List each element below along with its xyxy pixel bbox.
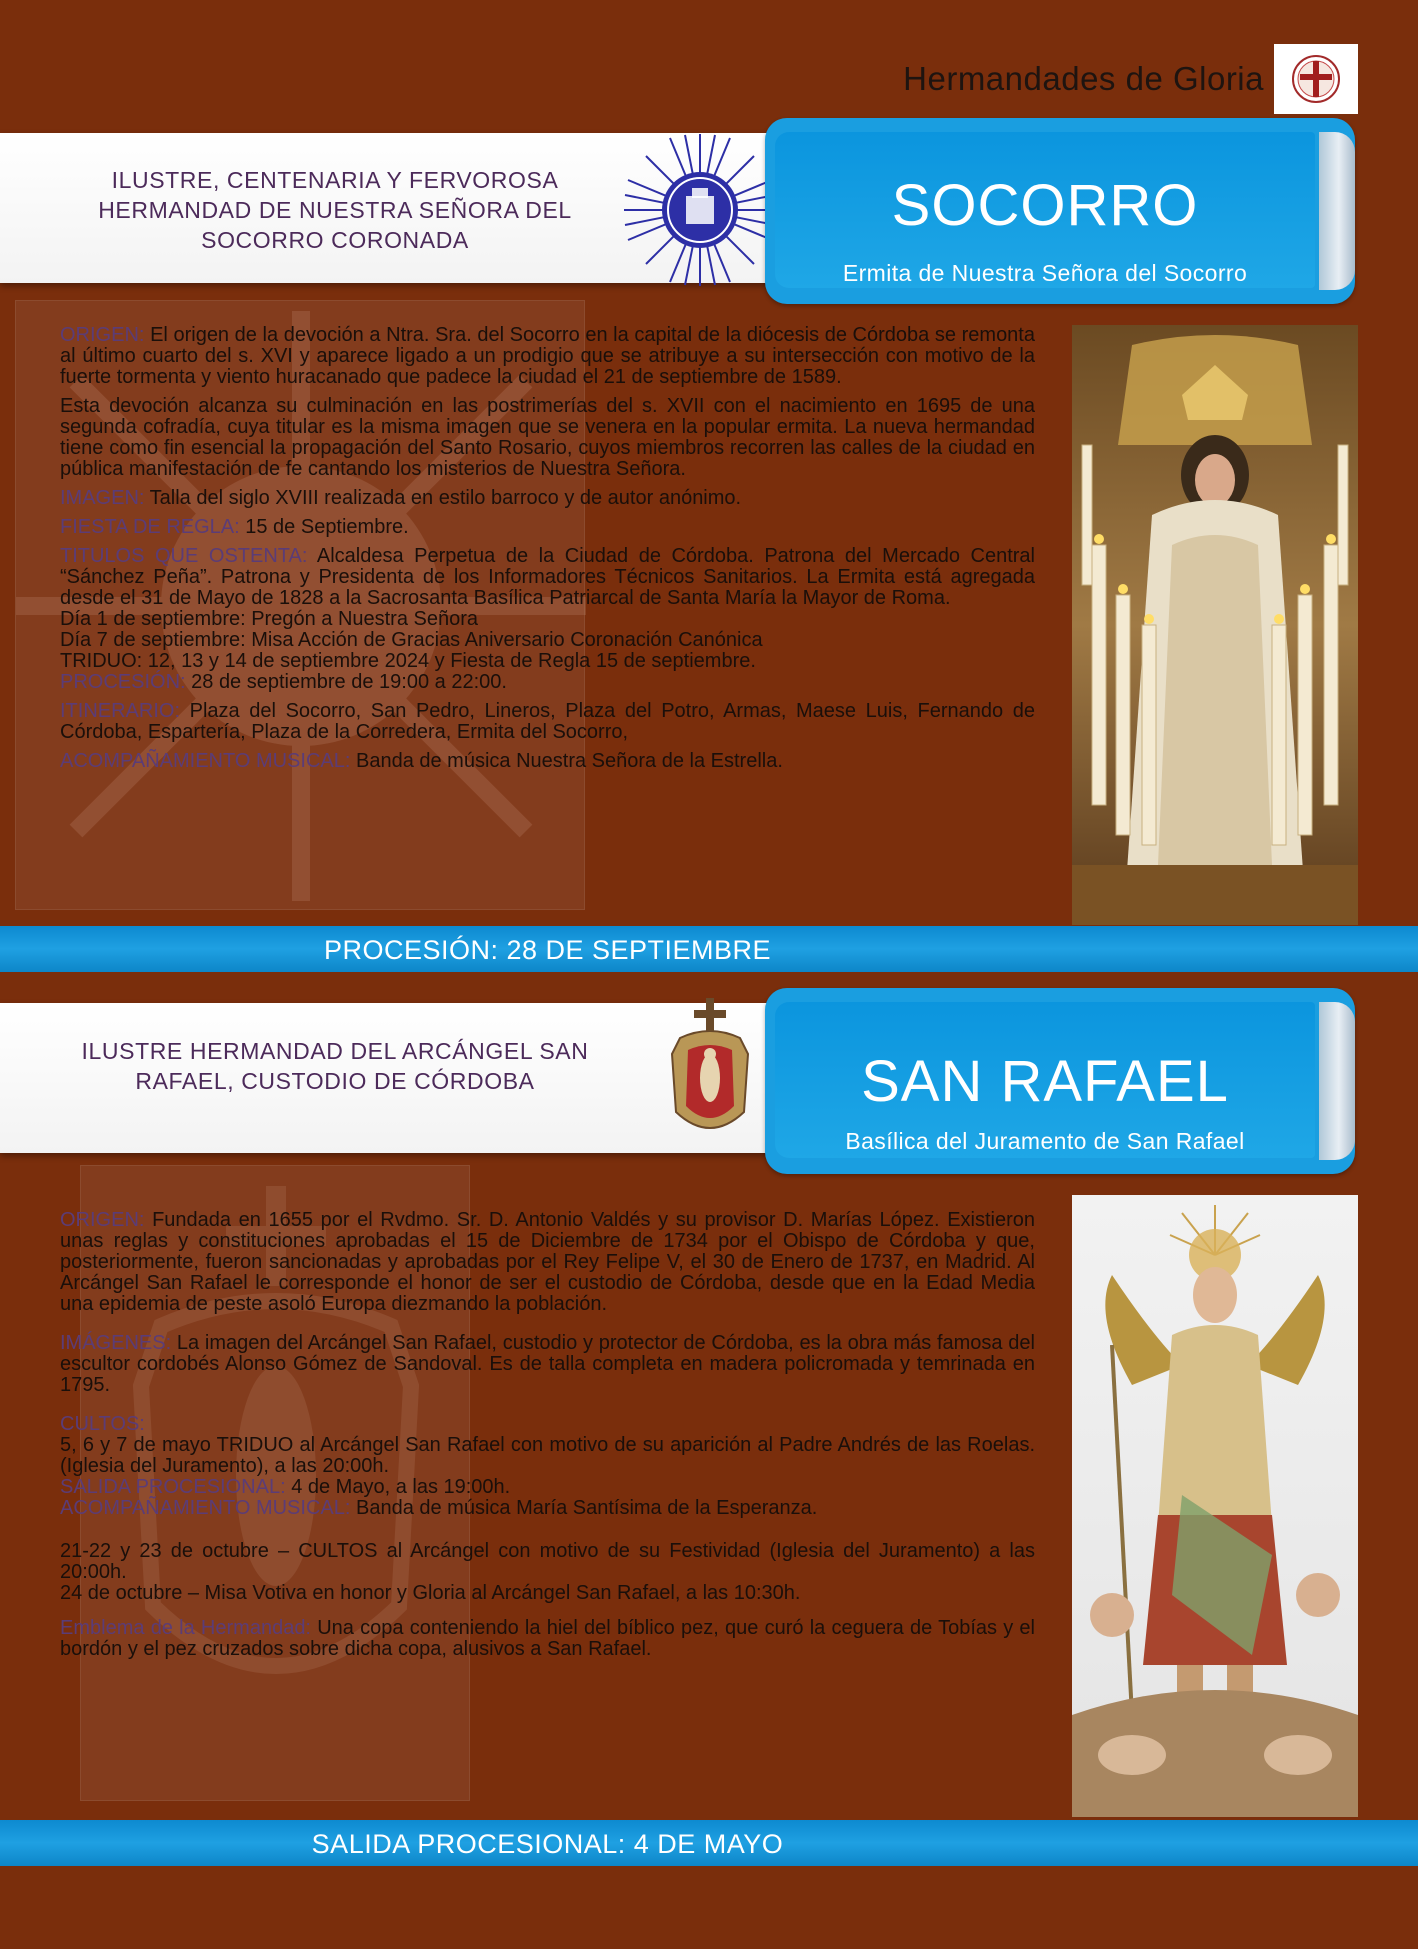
paragraph-label: FIESTA DE REGLA: (60, 516, 240, 538)
paragraph (60, 630, 1035, 651)
paragraph (60, 1618, 1035, 1660)
paragraph-label: ORIGEN: (60, 324, 145, 346)
paragraph (60, 1583, 1035, 1604)
socorro-title: SOCORRO (891, 173, 1199, 238)
paragraph-text: Talla del siglo XVIII realizada en estilo barroco y de autor anónimo. (144, 487, 742, 509)
san-rafael-date-band (0, 1820, 1418, 1866)
paragraph-text: TRIDUO: 12, 13 y 14 de septiembre 2024 y Fiesta de Regla 15 de septiembre. (60, 650, 756, 672)
paragraph-text: Esta devoción alcanza su culminación en las postrimerías del s. XVII con el nacimiento en 1695 de una segunda cofradía, cuya titular es la misma imagen que se venera en la popular ermita. La nueva hermandad tiene como fin esencial la propagación del Santo Rosario, cuyos miembros recorren las calles de la ciudad en pública manifestación de fe cantando los misterios de Nuestra Señora. (60, 395, 1035, 480)
paragraph-text: Banda de música María Santísima de la Esperanza. (350, 1497, 818, 1519)
paragraph (60, 1414, 1035, 1435)
paragraph-text: 4 de Mayo, a las 19:00h. (285, 1476, 511, 1498)
socorro-title-banner (765, 118, 1355, 304)
paragraph-label: ACOMPAÑAMIENTO MUSICAL: (60, 750, 351, 772)
paragraph-label: TITULOS QUE OSTENTA: (60, 545, 308, 567)
brand-header (903, 44, 1358, 114)
paragraph-text: Plaza del Socorro, San Pedro, Lineros, Plaza del Potro, Armas, Maese Luis, Fernando de Córdoba, Espartería, Plaza de la Corredera, Ermita del Socorro, (60, 700, 1035, 743)
socorro-body (60, 325, 1035, 780)
paragraph (60, 1477, 1035, 1498)
san-rafael-subtitle: Basílica del Juramento de San Rafael (845, 1128, 1245, 1154)
san-rafael-header (0, 988, 1418, 1174)
paragraph (60, 396, 1035, 480)
paragraph (60, 1210, 1035, 1315)
paragraph-label: PROCESIÓN: (60, 671, 186, 693)
paragraph-text: 24 de octubre – Misa Votiva en honor y Gloria al Arcángel San Rafael, a las 10:30h. (60, 1582, 801, 1604)
paragraph-text: Día 7 de septiembre: Misa Acción de Gracias Aniversario Coronación Canónica (60, 629, 763, 651)
paragraph-label: CULTOS: (60, 1413, 145, 1435)
paragraph (60, 751, 1035, 772)
paragraph-text: 15 de Septiembre. (239, 516, 409, 538)
paragraph (60, 651, 1035, 672)
paragraph (60, 517, 1035, 538)
paragraph-text: 28 de septiembre de 19:00 a 22:00. (185, 671, 507, 693)
san-rafael-title-banner (765, 988, 1355, 1174)
paragraph-label: ITINERARIO: (60, 700, 181, 722)
paragraph-text: Día 1 de septiembre: Pregón a Nuestra Señora (60, 608, 479, 630)
san-rafael-body (60, 1210, 1035, 1668)
paragraph (60, 609, 1035, 630)
socorro-subtitle: Ermita de Nuestra Señora del Socorro (842, 260, 1248, 286)
paragraph-text: Fundada en 1655 por el Rvdmo. Sr. D. Antonio Valdés y su provisor D. Marías López. Existieron unas reglas y constituciones aprobadas el 15 de Diciembre de 1734 por el Obispo de Córdoba y que, posteriormente, fueron sancionadas y aprobadas por el Rey Felipe V, el 30 de Enero de 1737, en Madrid. Al Arcángel San Rafael le corresponde el honor de ser el custodio de Córdoba, desde que en la Edad Media una epidemia de peste asoló Europa diezmando la población. (60, 1209, 1035, 1315)
paragraph (60, 1498, 1035, 1519)
paragraph-label: ACOMPAÑAMIENTO MUSICAL: (60, 1497, 351, 1519)
paragraph (60, 672, 1035, 693)
banner-curl (1319, 132, 1355, 290)
paragraph (60, 1333, 1035, 1396)
socorro-hermandad-name: ILUSTRE, CENTENARIA Y FERVOROSA HERMANDAD DE NUESTRA SEÑORA DEL SOCORRO CORONADA (98, 167, 572, 253)
paragraph-label: IMAGEN: (60, 487, 145, 509)
san-rafael-hermandad-name: ILUSTRE HERMANDAD DEL ARCÁNGEL SAN RAFAEL, CUSTODIO DE CÓRDOBA (81, 1038, 589, 1094)
socorro-header (0, 118, 1418, 304)
paragraph-label: IMÁGENES: (60, 1332, 172, 1354)
paragraph-text: Banda de música Nuestra Señora de la Estrella. (350, 750, 783, 772)
paragraph-text: 21-22 y 23 de octubre – CULTOS al Arcángel con motivo de su Festividad (Iglesia del Juramento) a las 20:00h. (60, 1540, 1035, 1583)
paragraph (60, 701, 1035, 743)
paragraph-text: Alcaldesa Perpetua de la Ciudad de Córdoba. Patrona del Mercado Central “Sánchez Peña”. Patrona y Presidenta de los Informadores Técnicos Sanitarios. La Ermita está agregada desde el 31 de Mayo de 1828 a la Sacrosanta Basílica Patriarcal de Santa María la Mayor de Roma. (60, 545, 1035, 609)
socorro-date-band (0, 926, 1418, 972)
paragraph (60, 325, 1035, 388)
paragraph (60, 488, 1035, 509)
san-rafael-band-text: SALIDA PROCESIONAL: 4 DE MAYO (311, 1829, 784, 1859)
virgin-socorro-photo (1072, 325, 1358, 925)
banner-curl (1319, 1002, 1355, 1160)
radiant-star-emblem-icon (620, 130, 780, 290)
paragraph-text: Una copa conteniendo la hiel del bíblico pez, que curó la ceguera de Tobías y el bordón y el pez cruzados sobre dicha copa, alusivos a San Rafael. (60, 1617, 1035, 1660)
brand-label: Hermandades de Gloria (903, 60, 1264, 97)
archangel-rafael-photo (1072, 1195, 1358, 1817)
paragraph-text: La imagen del Arcángel San Rafael, custodio y protector de Córdoba, es la obra más famosa del escultor cordobés Alonso Gómez de Sandoval. Es de talla completa en madera policromada y temrinada en 1795. (60, 1332, 1035, 1396)
paragraph-text: El origen de la devoción a Ntra. Sra. del Socorro en la capital de la diócesis de Córdoba se remonta al último cuarto del s. XVI y aparece ligado a un prodigio que se atribuye a su intersección con motivo de la fuerte tormenta y viento huracanado que padece la ciudad el 21 de septiembre de 1589. (60, 324, 1035, 388)
paragraph (60, 1435, 1035, 1477)
san-rafael-title: SAN RAFAEL (861, 1049, 1229, 1114)
paragraph-label: SALIDA PROCESIONAL: (60, 1476, 286, 1498)
paragraph-label: ORIGEN: (60, 1209, 145, 1231)
paragraph (60, 546, 1035, 609)
socorro-band-text: PROCESIÓN: 28 DE SEPTIEMBRE (323, 935, 772, 965)
cross-emblem-icon (1274, 44, 1358, 114)
paragraph (60, 1541, 1035, 1583)
paragraph-text: 5, 6 y 7 de mayo TRIDUO al Arcángel San Rafael con motivo de su aparición al Padre Andrés de las Roelas. (Iglesia del Juramento), a las 20:00h. (60, 1434, 1035, 1477)
paragraph-label: Emblema de la Hermandad: (60, 1617, 311, 1639)
